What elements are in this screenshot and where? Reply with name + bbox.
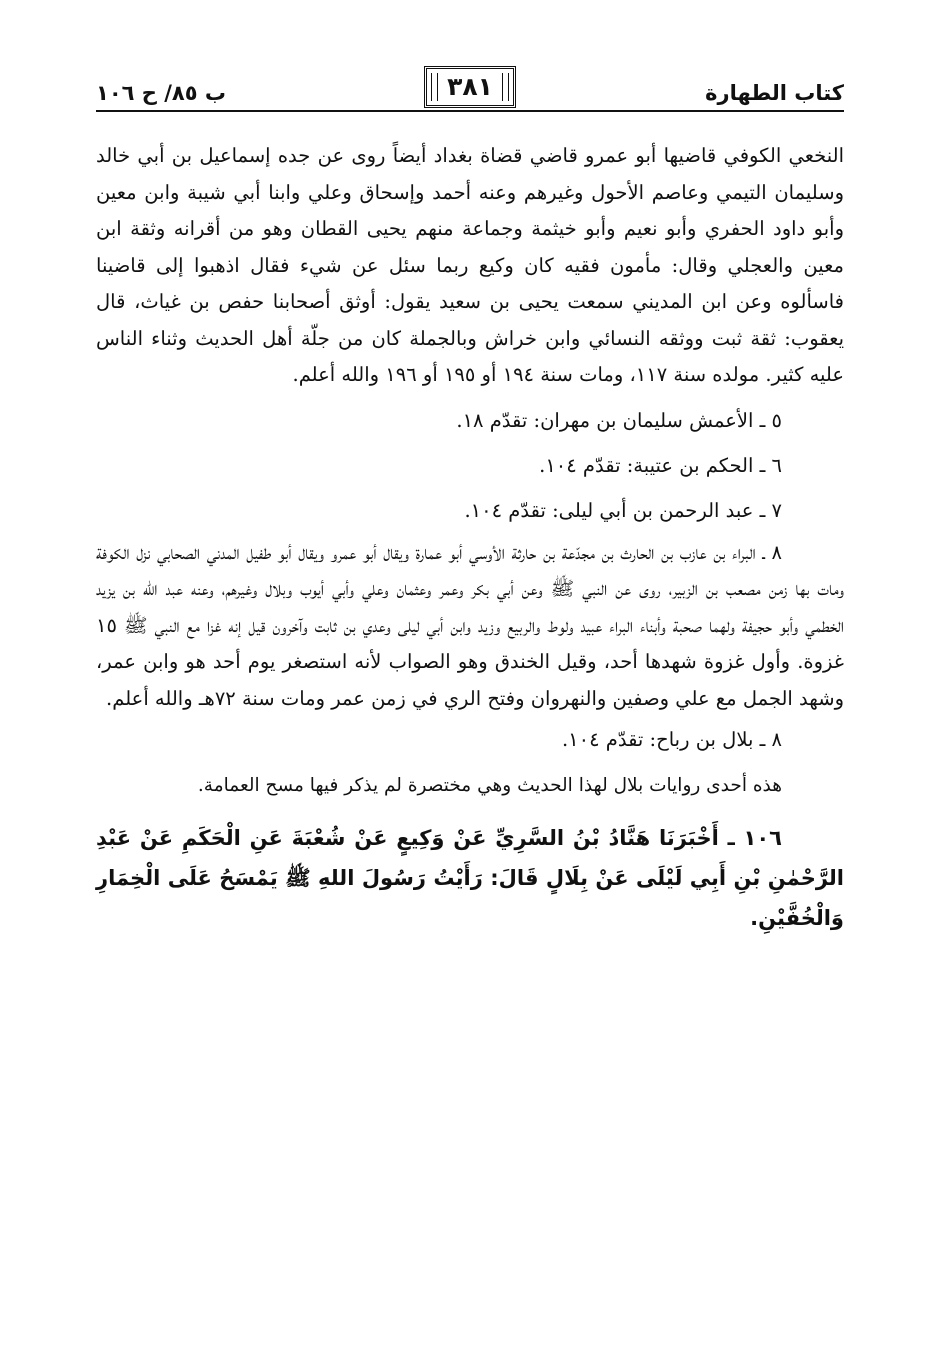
commentary-note: هذه أحدى روايات بلال لهذا الحديث وهي مختصرة لم يذكر فيها مسح العمامة.	[197, 775, 782, 796]
chapter-hadith-reference: ب ٨٥/ ح ١٠٦	[96, 81, 226, 105]
hadith-106: ١٠٦ ـ أَخْبَرَنَا هَنَّادُ بْنُ السَّرِيِّ عَنْ وَكِيعٍ عَنْ شُعْبَةَ عَنِ الْحَكَمِ عَنْ عَبْدِ الرَّحْمٰنِ بْنِ أَبِي لَيْلَى عَنْ بِلَالٍ قَالَ: رَأَيْتُ رَسُولَ اللهِ ﷺ يَمْسَحُ عَلَى الْخِمَارِ وَالْخُفَّيْنِ.	[96, 826, 844, 930]
header-divider	[96, 110, 844, 112]
narrator-entry-6: ٦ ـ الحكم بن عتيبة: تقدّم ١٠٤.	[539, 453, 782, 477]
book-title: كتاب الطهارة	[705, 81, 844, 105]
page-number-frame	[424, 66, 516, 108]
page-number: ٣٨١	[447, 72, 493, 101]
narrator-entry-8-bilal: ٨ ـ بلال بن رباح: تقدّم ١٠٤.	[561, 728, 782, 751]
narrator-entry-7: ٧ ـ عبد الرحمن بن أبي ليلى: تقدّم ١٠٤.	[464, 498, 782, 522]
narrator-entry-8-biography: ٨ ـ البراء بن عازب بن الحارث بن مجدّعة بن حارثة الأوسي أبو عمارة ويقال أبو عمرو ويقال أبو طفيل المدني الصحابي نزل الكوفة ومات بها زمن مصعب بن الزبير، روى عن النبي ﷺ وعن أبي بكر وعمر وعثمان وعلي وأبي أيوب وبلال وغيرهم، وعنه عبد الله بن يزيد الخطمي وأبو حجيفة ولهما صحبة وأبناء البراء عبيد ولوط والربيع وزيد وابن أبي ليلى وعدي بن ثابت وآخرون قيل إنه غزا مع النبي ﷺ ١٥ غزوة. وأول غزوة شهدها أحد، وقيل الخندق وهو الصواب لأنه استصغر يوم أحد هو وابن عمر، وشهد الجمل مع علي وصفين والنهروان وفتح الري في زمن عمر ومات سنة ٧٢هـ والله أعلم.	[96, 540, 844, 710]
narrator-entry-5: ٥ ـ الأعمش سليمان بن مهران: تقدّم ١٨.	[456, 408, 782, 432]
narrator-biography-continued: النخعي الكوفي قاضيها أبو عمرو قاضي قضاة بغداد أيضاً روى عن جده إسماعيل بن أبي خالد وسليمان التيمي وعاصم الأحول وغيرهم وعنه أحمد وإسحاق وعلي وابنا أبي شيبة وابن معين وأبو داود الحفري وأبو نعيم وأبو خيثمة وجماعة منهم يحيى القطان وهو من أقرانه وثقة ابن معين والعجلي وقال: مأمون فقيه كان وكيع ربما سئل عن شيء فقال اذهبوا إلى قاضينا فاسألوه وعن ابن المديني سمعت يحيى بن سعيد يقول: أوثق أصحابنا حفص بن غياث، قال يعقوب: ثقة ثبت ووثقه النسائي وابن خراش وبالجملة كان من جلّة أهل الحديث وثناء الناس عليه كثير. مولده سنة ١١٧، ومات سنة ١٩٤ أو ١٩٥ أو ١٩٦ والله أعلم.	[96, 144, 844, 386]
page-body	[96, 138, 844, 938]
page-header	[96, 66, 844, 114]
